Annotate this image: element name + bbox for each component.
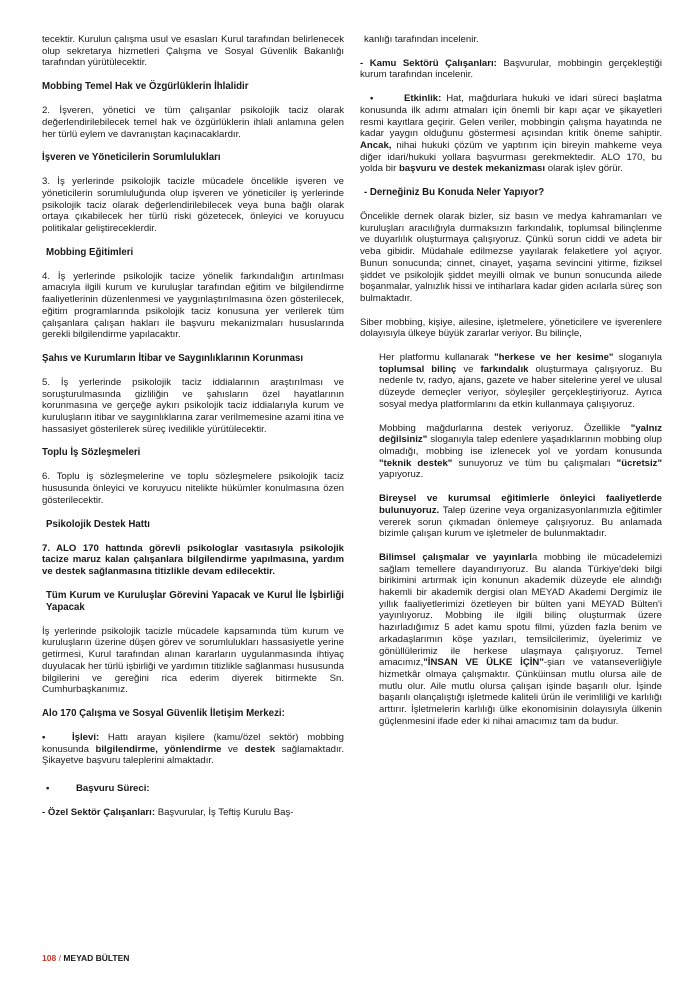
section-heading: Alo 170 Çalışma ve Sosyal Güvenlik İletişim Merkezi:: [42, 707, 285, 719]
bullet-icon: •: [46, 783, 50, 795]
section-heading: Toplu İş Sözleşmeleri: [42, 447, 141, 459]
bullet-paragraph: • Etkinlik: Hat, mağdurlara hukuki ve idari süreci başlatma konusunda ilk adımı atmaları için önemli bir kapı açar ve şikayetleri resmi kayıtlara geçirir. Gelen veriler, mobbingin çalışma hayatında ne kadar yaygın olduğunu göstermesi açısından kritik öneme sahiptir. Ancak, nihai hukuki çözüm ve yaptırım için bireyin mahkeme veya diğer idari/hukuki yollara başvurması gerekmektedir. ALO 170, bu yolda bir başvuru ve destek mekanizması olarak işlev görür.: [360, 93, 662, 175]
paragraph: 4. İş yerlerinde psikolojik tacize yönelik farkındalığın artırılması amacıyla ilgili kurum ve kuruluşlar tarafından eğitim ve bilgilendirme faaliyetlerinin düzenlenmesi ve yaygınlaştırılmasına özen gösterilecek, eğitim programlarında psikolojik taciz konusuna yer verilerek tüm çalışanlara çalışan hakları ile başvuru mekanizmaları hususlarında gerekli bilgilendirme yapılacaktır.: [42, 270, 344, 341]
paragraph: - Özel Sektör Çalışanları: Başvurular, İş Teftiş Kurulu Baş-: [42, 806, 294, 818]
paragraph: Mobbing mağdurlarına destek veriyoruz. Özellikle "yalnız değilsiniz" sloganıyla talep edenlere yaşadıklarının mobbing olup olmadığı, mobbing ise izlenecek yol ve yordam konusunda "teknik destek" sunuyoruz ve tüm bu çalışmaları "ücretsiz" yapıyoruz.: [379, 422, 663, 481]
section-heading: Şahıs ve Kurumların İtibar ve Saygınlıklarının Korunması: [42, 352, 304, 364]
paragraph: 2. İşveren, yönetici ve tüm çalışanlar psikolojik taciz olarak değerlendirilebilecek temel hak ve özgürlüklerin ihlali anlamına gelen her türlü eylem ve davranıştan kaçınacaklardır.: [42, 105, 344, 140]
paragraph: 7. ALO 170 hattında görevli psikologlar vasıtasıyla psikolojik tacize maruz kalan çalışanlara bilgilendirme yapılmasına, yardım ve destek sağlanmasına titizlikle devam edilecektir.: [42, 542, 344, 577]
page-footer: [42, 953, 129, 963]
bullet-icon: •: [370, 93, 374, 105]
section-heading: Mobbing Temel Hak ve Özgürlüklerin İhlalidir: [42, 81, 249, 93]
section-heading: - Derneğiniz Bu Konuda Neler Yapıyor?: [364, 187, 545, 199]
bullet-icon: •: [42, 731, 46, 743]
paragraph: Bireysel ve kurumsal eğitimlerle önleyici faaliyetlerde bulunuyoruz. Talep üzerine veya organizasyonlarımızla eğitimler vererek sorun çıkmadan önlemeye çalışıyoruz. Bu anlamada bizimle çalışan kurum ve işletmeler de bulunmaktadır.: [379, 493, 662, 540]
paragraph: kanlığı tarafından incelenir.: [364, 34, 479, 45]
bullet-lead: Başvuru Süreci:: [76, 783, 150, 795]
paragraph: Siber mobbing, kişiye, ailesine, işletmelere, yöneticilere ve işverenlere dolayısıyla ülkeye büyük zararlar veriyor. Bu bilinçle,: [360, 316, 662, 340]
paragraph: 6. Toplu iş sözleşmelerine ve toplu sözleşmelere psikolojik taciz hususunda önleyici ve koruyucu nitelikte hükümler konulmasına özen gösterilecektir.: [42, 471, 344, 506]
page-number: 108: [42, 953, 57, 963]
paragraph: Her platformu kullanarak "herkese ve her kesime" sloganıyla toplumsal bilinç ve farkındalık oluşturmaya çalışıyoruz. Bu nedenle tv, radyo, ajans, gazete ve haber sitelerine yerel ve ulusal düzeyde demeçler veriyor, söyleşiler gerçekleştiriyoruz. Ayrıca sosyal medya platformlarını da etkin kullanmaya çalışıyoruz.: [379, 352, 662, 410]
right-column: [360, 34, 662, 727]
section-heading: Mobbing Eğitimleri: [46, 246, 134, 258]
section-heading: Psikolojik Destek Hattı: [46, 518, 150, 530]
indented-block: [379, 352, 662, 727]
section-heading: Tüm Kurum ve Kuruluşlar Görevini Yapacak ve Kurul İle İşbirliği Yapacak: [46, 589, 344, 613]
bullet-paragraph: • İşlevi: Hattı arayan kişilere (kamu/özel sektör) mobbing konusunda bilgilendirme, yönlendirme ve destek sağlamaktadır. Şikayetve başvuru taleplerini almaktadır.: [42, 731, 344, 767]
section-heading: İşveren ve Yöneticilerin Sorumlulukları: [42, 152, 221, 164]
bullet-lead: İşlevi:: [72, 731, 100, 743]
footer-separator: /: [58, 953, 61, 963]
paragraph: 3. İş yerlerinde psikolojik tacizle mücadele öncelikle işveren ve yöneticilerin sorumluluğunda olup işveren ve yöneticiler iş yerlerinde psikolojik taciz olarak değerlendirilebilecek veya buna bağlı olarak ortaya çıkabilecek her türlü riski gözetecek, önleyici ve koruyucu politikalar geliştireceklerdir.: [42, 176, 344, 235]
paragraph: İş yerlerinde psikolojik tacizle mücadele kapsamında tüm kurum ve kuruluşların üzerine düşen görev ve sorumlulukları hassasiyetle yerine getirmesi, Kurul tarafından alınan kararların uygulanmasında ihtiyaç duyulacak her türlü işbirliği ve yardımın titizlikle sağlanması hususunda bilgilerini ve gereğini rica ederim diyerek bitirmekte Sn. Cumhurbaşkanımız.: [42, 625, 344, 696]
paragraph: - Kamu Sektörü Çalışanları: Başvurular, mobbingin gerçekleştiği kurum tarafından incelenir.: [360, 57, 662, 81]
publication-title: MEYAD BÜLTEN: [63, 953, 130, 963]
paragraph: Öncelikle dernek olarak bizler, siz basın ve medya kahramanları ve kuruluşları aracılığıyla durmaksızın farkındalık, toplumsal bilinçlenme ve duyarlılık oluşturmaya çalışıyoruz. Çünkü sorun ciddi ve adeta bir veba gibidir. Müdahale edilmezse yayılarak felaketlere yol açıyor. Bunun sonucunda; cinnet, cinayet, yaşama sevincini yitirme, fiziksel şiddet ve psikolojik şiddet meyilli olmak ve bunun sonucunda ailede boşanmalar, yalnızlık hissi ve intiharlara kadar giden acılarla süreç son bulmaktadır.: [360, 211, 662, 304]
paragraph: tecektir. Kurulun çalışma usul ve esasları Kurul tarafından belirlenecek olup sekretarya hizmetleri Çalışma ve Sosyal Güvenlik Bakanlığı tarafından yürütülecektir.: [42, 34, 344, 69]
bullet-paragraph: [42, 783, 344, 795]
paragraph: Bilimsel çalışmalar ve yayınlarla mobbing ile mücadelemizi sağlam temellere dayandırıyoruz. Bu alanda Türkiye'deki bilgi birikimini artırmak için konunun akademik düzeyde ele alındığı hakemli bir akademik dergisi olan MEYAD Akademi Dergimiz ile yıllık faaliyetlerimizi özetleyen bir bülten yani MEYAD Bülten'i yayınlıyoruz. Mobbing ile ilgili bilinç oluşturmak üzere hazırladığımız 5 adet kamu spotu filmi, yüzden fazla benim ve arkadaşlarımın köşe yazıları, temsilcilerimiz, üyelerimiz ve gönüllülerimiz ile herkese ulaşmaya çalışıyoruz. Temel amacımız,"İNSAN VE ÜLKE İÇİN"-şiarı ve vatanseverliğiyle hizmetkâr olmaya çalışmaktır. Çünküinsan mutlu olursa aile de mutlu olur. Aile mutlu olursa çalışan işinde başarılı olur. İşinde başarılı olançalıştığı işletmede kaliteli ürün ile verimliliği ve karlılığı arttırır. İşletmelerin karlılığı ülke ekonomisinin dolayısıyla ülkenin güçlenmesini ifade eder ki nihai amacımız tam da budur.: [379, 551, 662, 727]
paragraph: 5. İş yerlerinde psikolojik taciz iddialarının araştırılması ve soruşturulmasında gizliliğin ve şahısların özel hayatlarının korunmasına ve gerçeğe aykırı psikolojik taciz iddialarıyla kurum ve kuruluşların itibar ve saygınlıklarına zarar verilmemesine azami itina ve hassasiyet gösterilerek süreç ivedilikle yürütülecektir.: [42, 376, 344, 435]
left-column: [42, 34, 344, 818]
bullet-lead: Etkinlik:: [404, 93, 442, 105]
